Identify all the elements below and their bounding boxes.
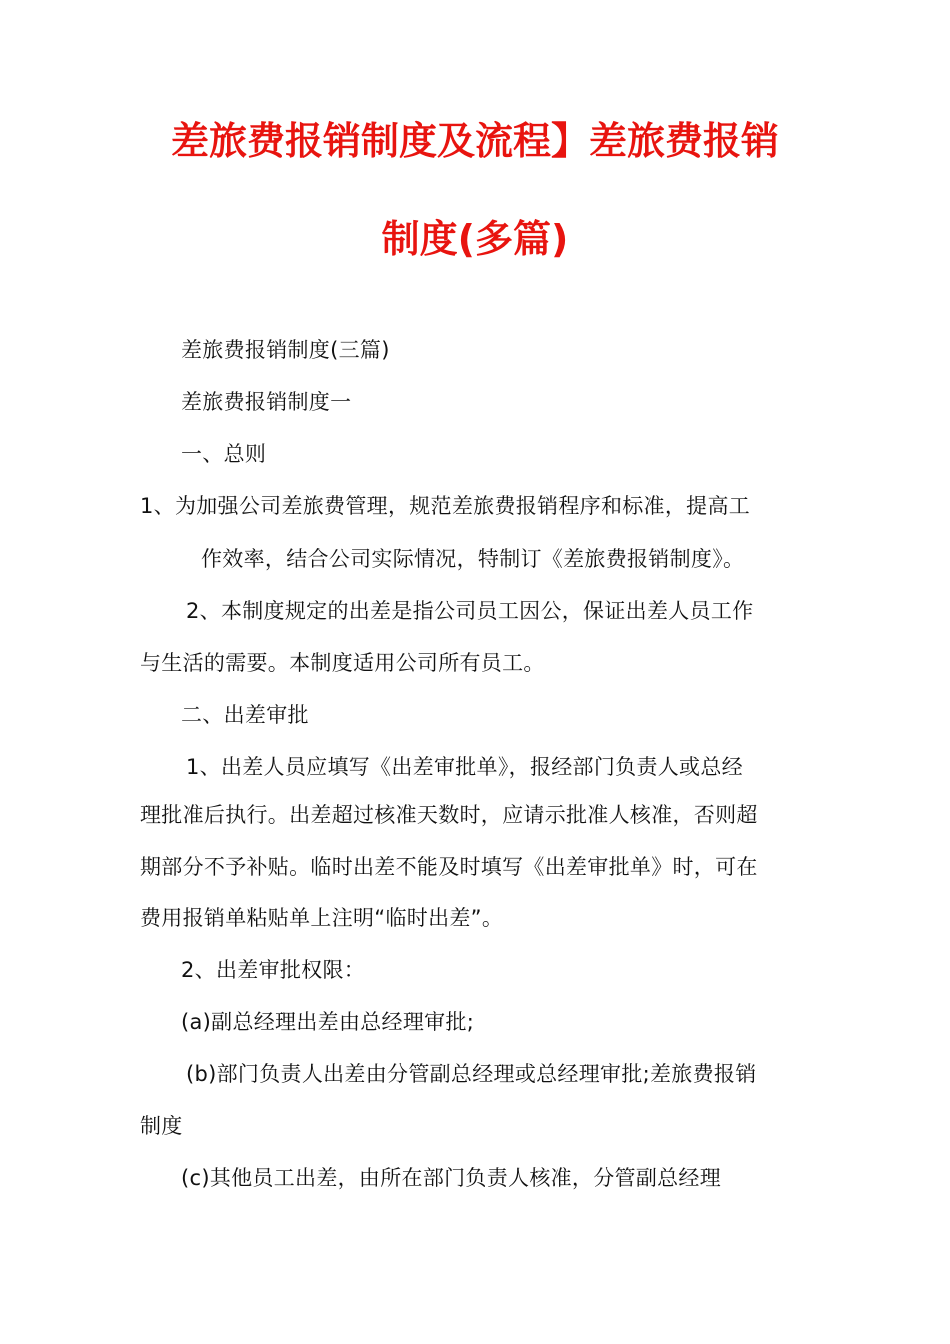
paragraph-line: 差旅费报销制度(三篇) xyxy=(181,338,390,362)
paragraph-line: (c)其他员工出差，由所在部门负责人核准，分管副总经理 xyxy=(181,1166,722,1190)
paragraph-line: (a)副总经理出差由总经理审批; xyxy=(181,1010,475,1034)
paragraph-line: 1、为加强公司差旅费管理，规范差旅费报销程序和标准，提高工 xyxy=(140,494,751,518)
paragraph-line: 费用报销单粘贴单上注明“临时出差”。 xyxy=(140,906,504,930)
paragraph-line: (b)部门负责人出差由分管副总经理或总经理审批;差旅费报销 xyxy=(186,1062,757,1086)
paragraph-line: 差旅费报销制度一 xyxy=(181,390,352,414)
paragraph-line: 作效率，结合公司实际情况，特制订《差旅费报销制度》。 xyxy=(201,547,745,571)
section-heading: 二、出差审批 xyxy=(181,703,309,727)
paragraph-line: 期部分不予补贴。临时出差不能及时填写《出差审批单》时，可在 xyxy=(140,855,758,879)
paragraph-line: 与生活的需要。本制度适用公司所有员工。 xyxy=(140,651,545,675)
section-heading: 一、总则 xyxy=(181,442,267,466)
paragraph-line: 1、出差人员应填写《出差审批单》，报经部门负责人或总经 xyxy=(186,755,743,779)
paragraph-line: 理批准后执行。出差超过核准天数时，应请示批准人核准，否则超 xyxy=(140,803,758,827)
paragraph-line: 制度 xyxy=(140,1114,183,1138)
document-title-line-1: 差旅费报销制度及流程】差旅费报销 xyxy=(170,119,779,163)
document-title-line-2: 制度(多篇) xyxy=(381,217,569,261)
paragraph-line: 2、出差审批权限： xyxy=(181,958,366,982)
paragraph-line: 2、本制度规定的出差是指公司员工因公，保证出差人员工作 xyxy=(186,599,754,623)
